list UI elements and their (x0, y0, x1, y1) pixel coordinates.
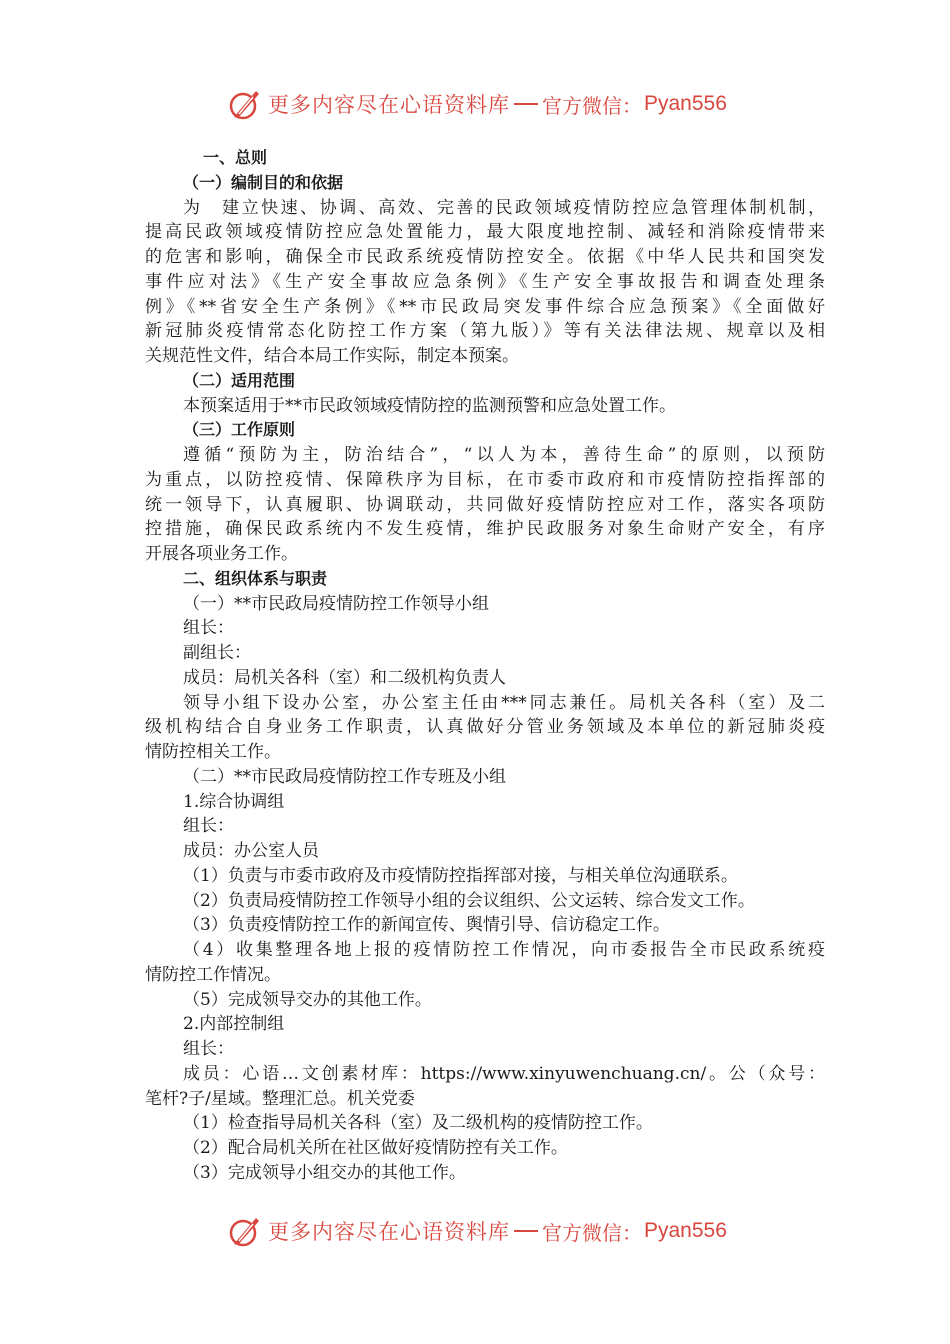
list-item: （3）完成领导小组交办的其他工作。 (183, 1162, 466, 1183)
subsection-heading: （二）适用范围 (183, 370, 296, 390)
paragraph-line: 控措施，确保民政系统内不发生疫情，维护民政服务对象生命财产安全，有序 (145, 519, 825, 540)
subsection-heading: （一）编制目的和依据 (183, 172, 344, 192)
banner-brand: 更多内容尽在心语资料库 (268, 1220, 510, 1244)
paragraph-line: 本预案适用于**市民政领域疫情防控的监测预警和应急处置工作。 (183, 395, 676, 416)
paragraph-line: 统一领导下，认真履职、协调联动，共同做好疫情防控应对工作，落实各项防 (145, 494, 825, 515)
list-item: （3）负责疫情防控工作的新闻宣传、舆情引导、信访稳定工作。 (183, 915, 670, 936)
paragraph-line: 提高民政领域疫情防控应急处置能力，最大限度地控制、减轻和消除疫情带来 (145, 222, 825, 243)
paragraph-line: 开展各项业务工作。 (145, 544, 298, 564)
paragraph-line: 组长： (183, 618, 234, 639)
header-watermark-banner (228, 86, 727, 122)
paragraph-line: 事件应对法》《生产安全事故应急条例》《生产安全事故报告和调查处理条 (145, 271, 825, 292)
paragraph-line: 副组长： (183, 643, 251, 663)
paragraph-line: 组长： (183, 816, 234, 837)
banner-wechat-label: 官方微信： (542, 1220, 642, 1245)
paragraph-line: 成员：心语…文创素材库：https://www.xinyuwenchuang.cn/。公（众号： (183, 1063, 825, 1084)
paragraph-line: 组长： (183, 1039, 234, 1059)
paragraph-line: 为 建立快速、协调、高效、完善的民政领域疫情防控应急管理体制机制， (183, 197, 825, 218)
banner-wechat-label: 官方微信： (542, 93, 642, 118)
paragraph-line: 情防控工作情况。 (145, 964, 281, 985)
paragraph-line: 成员：局机关各科（室）和二级机构负责人 (183, 667, 506, 688)
list-item: （1）负责与市委市政府及市疫情防控指挥部对接，与相关单位沟通联系。 (183, 865, 738, 886)
banner-wechat-id: Pyan556 (644, 1219, 727, 1242)
paragraph-line: 遵循“预防为主，防治结合”，“以人为本，善待生命”的原则，以预防 (183, 445, 825, 465)
paragraph-line: 1.综合协调组 (183, 791, 285, 812)
banner-dash (514, 1230, 538, 1232)
list-item: （4）收集整理各地上报的疫情防控工作情况，向市委报告全市民政系统疫 (183, 940, 825, 960)
section-heading: 二、组织体系与职责 (183, 568, 328, 588)
banner-dash (514, 103, 538, 105)
subsection-heading: （三）工作原则 (183, 420, 296, 440)
banner-wechat-id: Pyan556 (644, 92, 727, 115)
list-item: （5）完成领导交办的其他工作。 (183, 989, 432, 1010)
paragraph-line: 2.内部控制组 (183, 1014, 285, 1035)
list-item: （2）负责局疫情防控工作领导小组的会议组织、公文运转、综合发文工作。 (183, 890, 755, 911)
paragraph-line: 情防控相关工作。 (145, 742, 281, 762)
footer-watermark-banner (228, 1213, 727, 1249)
section-heading: 一、总则 (203, 148, 268, 167)
subsection-heading: （二）**市民政局疫情防控工作专班及小组 (183, 766, 506, 787)
paragraph-line: 的危害和影响，确保全市民政系统疫情防控安全。依据《中华人民共和国突发 (145, 247, 825, 267)
list-item: （2）配合局机关所在社区做好疫情防控有关工作。 (183, 1138, 568, 1158)
paragraph-line: 新冠肺炎疫情常态化防控工作方案（第九版）》等有关法律法规、规章以及相 (145, 321, 825, 342)
quill-pen-logo-icon (228, 1214, 262, 1248)
document-body (145, 146, 825, 1186)
banner-brand: 更多内容尽在心语资料库 (268, 93, 510, 117)
paragraph-line: 领导小组下设办公室，办公室主任由***同志兼任。局机关各科（室）及二 (183, 692, 825, 713)
list-item: （1）检查指导局机关各科（室）及二级机构的疫情防控工作。 (183, 1113, 653, 1134)
paragraph-line: 关规范性文件，结合本局工作实际，制定本预案。 (145, 346, 519, 366)
paragraph-line: 成员：办公室人员 (183, 841, 319, 861)
paragraph-line: 为重点，以防控疫情、保障秩序为目标，在市委市政府和市疫情防控指挥部的 (145, 469, 825, 490)
paragraph-line: 笔杆?子/星域。整理汇总。机关党委 (145, 1088, 415, 1109)
subsection-heading: （一）**市民政局疫情防控工作领导小组 (183, 593, 489, 614)
quill-pen-logo-icon (228, 87, 262, 121)
paragraph-line: 级机构结合自身业务工作职责，认真做好分管业务领域及本单位的新冠肺炎疫 (145, 717, 825, 738)
paragraph-line: 例》《**省安全生产条例》《**市民政局突发事件综合应急预案》《全面做好 (145, 296, 825, 317)
